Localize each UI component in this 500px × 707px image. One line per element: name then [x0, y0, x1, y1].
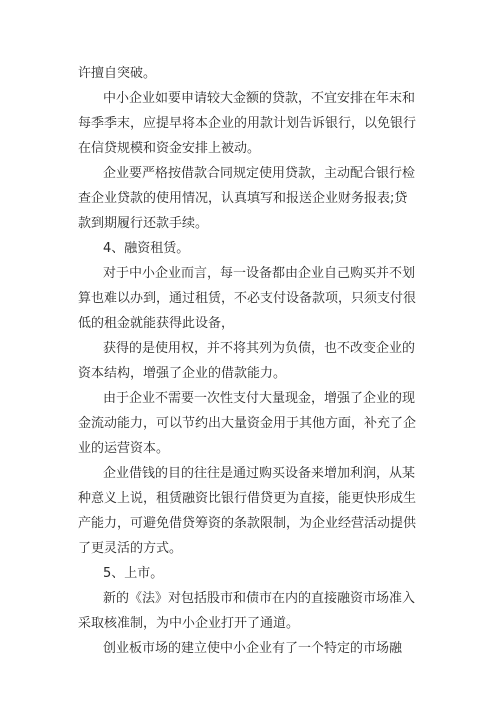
text-line-content: 每季季末，应提早将本企业的用款计划告诉银行，以免银行	[78, 116, 417, 131]
text-line-content: 由于企业不需要一次性支付大量现金，增强了企业的现	[103, 391, 416, 406]
text-line	[0, 313, 500, 335]
text-line-content: 5、上市。	[103, 566, 164, 581]
text-line-content: 中小企业如要申请较大金额的贷款，不宜安排在年末和	[103, 91, 416, 106]
text-line-content: 企业要严格按借款合同规定使用贷款，主动配合银行检	[103, 166, 416, 181]
text-line-content: 许擅自突破。	[78, 66, 157, 81]
text-line	[0, 388, 500, 410]
text-line-content: 了更灵活的方式。	[78, 541, 183, 556]
text-line	[0, 613, 500, 635]
text-line-content: 在信贷规模和资金安排上被动。	[78, 141, 261, 156]
text-line	[0, 213, 500, 235]
text-line	[0, 263, 500, 285]
text-line-content: 对于中小企业而言，每一设备都由企业自己购买并不划	[103, 266, 416, 281]
text-line-content: 查企业贷款的使用情况，认真填写和报送企业财务报表;贷	[78, 191, 408, 206]
text-line	[0, 138, 500, 160]
text-line	[0, 463, 500, 485]
text-line-content: 产能力，可避免借贷筹资的条款限制，为企业经营活动提供	[78, 516, 417, 531]
text-line	[0, 413, 500, 435]
text-line-content: 新的《法》对包括股市和债市在内的直接融资市场准入	[103, 591, 416, 606]
text-line-content: 企业借钱的目的往往是通过购买设备来增加利润，从某	[103, 466, 416, 481]
text-line	[0, 188, 500, 210]
text-line-content: 低的租金就能获得此设备，	[78, 316, 235, 331]
text-line	[0, 588, 500, 610]
text-line	[0, 488, 500, 510]
text-line	[0, 63, 500, 85]
text-line	[0, 563, 500, 585]
text-line	[0, 288, 500, 310]
text-line-content: 创业板市场的建立使中小企业有了一个特定的市场融	[103, 641, 403, 656]
text-line	[0, 113, 500, 135]
text-line-content: 金流动能力，可以节约出大量资金用于其他方面，补充了企	[78, 416, 417, 431]
text-line-content: 采取核准制，为中小企业打开了通道。	[78, 616, 300, 631]
text-line	[0, 438, 500, 460]
text-line	[0, 538, 500, 560]
text-line-content: 款到期履行还款手续。	[78, 216, 209, 231]
text-line-content: 4、融资租赁。	[103, 241, 190, 256]
text-line	[0, 513, 500, 535]
text-line	[0, 163, 500, 185]
text-line-content: 资本结构，增强了企业的借款能力。	[78, 366, 287, 381]
text-line-content: 业的运营资本。	[78, 441, 170, 456]
text-line-content: 获得的是使用权，并不将其列为负债，也不改变企业的	[103, 341, 416, 356]
text-line	[0, 338, 500, 360]
text-line	[0, 88, 500, 110]
text-line	[0, 363, 500, 385]
text-line	[0, 638, 500, 660]
text-line-content: 种意义上说，租赁融资比银行借贷更为直接，能更快形成生	[78, 491, 417, 506]
text-line-content: 算也难以办到，通过租赁，不必支付设备款项，只须支付很	[78, 291, 417, 306]
text-line	[0, 238, 500, 260]
